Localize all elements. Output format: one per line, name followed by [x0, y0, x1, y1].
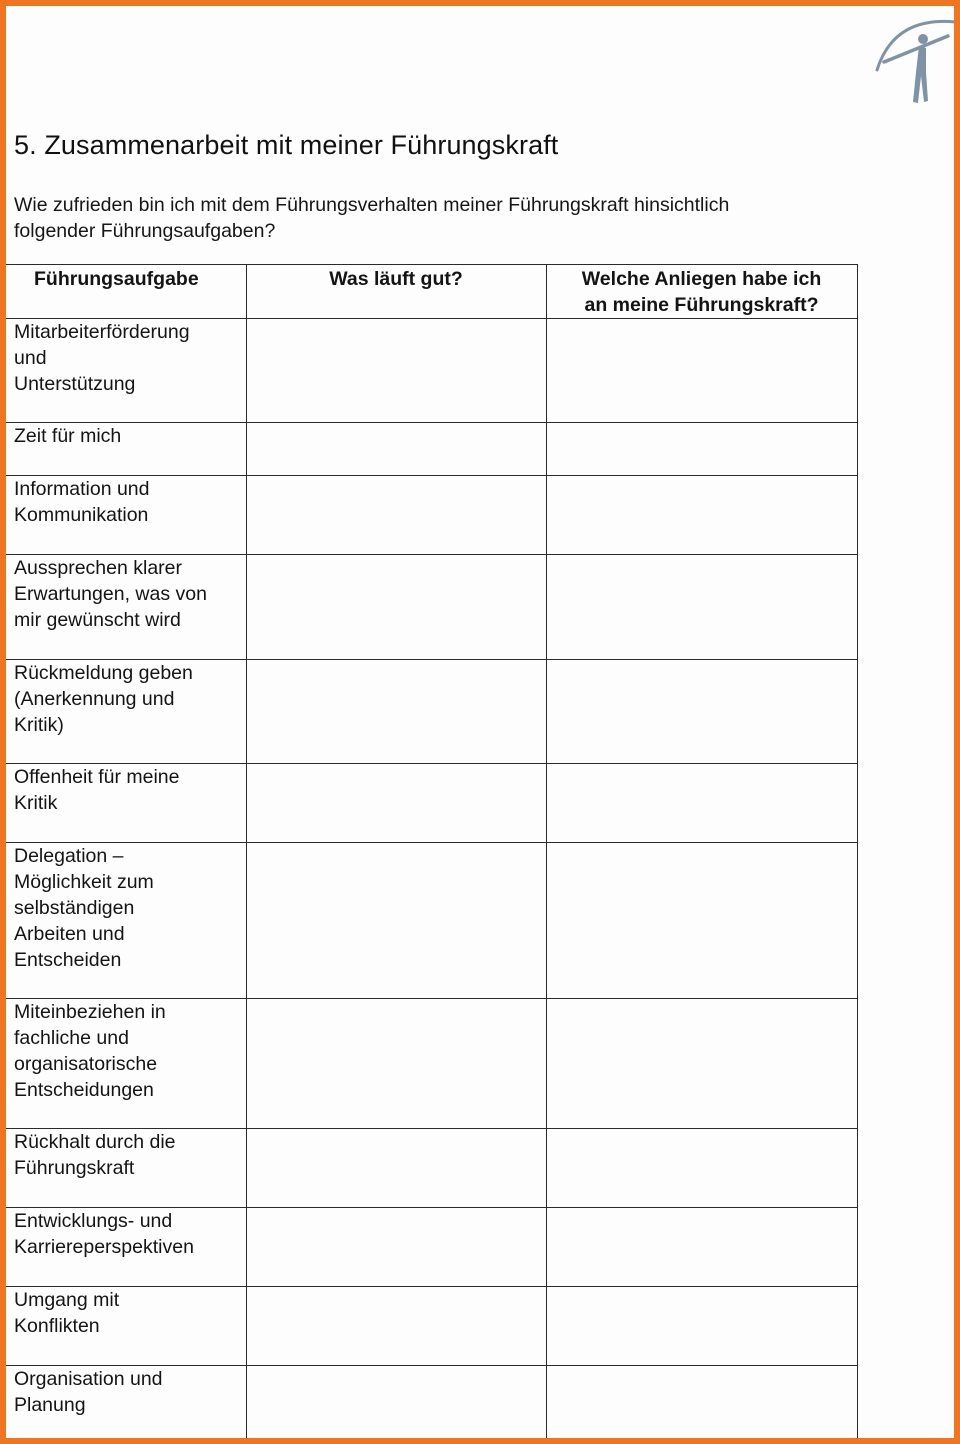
concerns-cell[interactable]	[546, 1208, 857, 1287]
table-row	[6, 1287, 857, 1366]
concerns-cell[interactable]	[546, 1287, 857, 1366]
task-cell: Rückmeldung geben (Anerkennung und Kritik)	[6, 660, 246, 764]
table-row	[6, 423, 857, 476]
column-header-going-well: Was läuft gut?	[246, 265, 546, 319]
going-well-cell[interactable]	[246, 764, 546, 843]
table-row	[6, 1208, 857, 1287]
going-well-cell[interactable]	[246, 999, 546, 1129]
going-well-cell[interactable]	[246, 423, 546, 476]
table-row	[6, 764, 857, 843]
task-cell: Entwicklungs- und Karriereperspektiven	[6, 1208, 246, 1287]
column-header-task: Führungsaufgabe	[6, 265, 246, 319]
going-well-cell[interactable]	[246, 1208, 546, 1287]
concerns-cell[interactable]	[546, 660, 857, 764]
concerns-cell[interactable]	[546, 843, 857, 999]
concerns-cell[interactable]	[546, 764, 857, 843]
concerns-cell[interactable]	[546, 555, 857, 660]
going-well-cell[interactable]	[246, 1287, 546, 1366]
stick-figure-with-arc-icon	[872, 12, 960, 108]
table-row	[6, 476, 857, 555]
task-cell: Umgang mit Konflikten	[6, 1287, 246, 1366]
intro-text	[14, 192, 894, 244]
leadership-tasks-table	[6, 264, 858, 1444]
task-cell: Miteinbeziehen in fachliche und organisatorische Entscheidungen	[6, 999, 246, 1129]
going-well-cell[interactable]	[246, 843, 546, 999]
task-cell: Rückhalt durch die Führungskraft	[6, 1129, 246, 1208]
concerns-cell[interactable]	[546, 319, 857, 423]
table-row	[6, 555, 857, 660]
concerns-cell[interactable]	[546, 1366, 857, 1444]
task-cell: Information und Kommunikation	[6, 476, 246, 555]
table-row	[6, 660, 857, 764]
going-well-cell[interactable]	[246, 319, 546, 423]
table-row	[6, 843, 857, 999]
going-well-cell[interactable]	[246, 1129, 546, 1208]
table-row	[6, 1366, 857, 1444]
task-cell: Aussprechen klarer Erwartungen, was von mir gewünscht wird	[6, 555, 246, 660]
intro-line: folgender Führungsaufgaben?	[14, 220, 276, 242]
task-cell: Delegation – Möglichkeit zum selbständigen Arbeiten und Entscheiden	[6, 843, 246, 999]
table-row	[6, 1129, 857, 1208]
task-cell: Offenheit für meine Kritik	[6, 764, 246, 843]
section-title: 5. Zusammenarbeit mit meiner Führungskraft	[14, 130, 559, 160]
going-well-cell[interactable]	[246, 660, 546, 764]
concerns-cell[interactable]	[546, 423, 857, 476]
table-row	[6, 999, 857, 1129]
column-header-concerns: Welche Anliegen habe ich an meine Führungskraft?	[546, 265, 857, 319]
task-cell: Zeit für mich	[6, 423, 246, 476]
task-cell: Mitarbeiterförderung und Unterstützung	[6, 319, 246, 423]
task-cell: Organisation und Planung	[6, 1366, 246, 1444]
table-row	[6, 319, 857, 423]
concerns-cell[interactable]	[546, 476, 857, 555]
going-well-cell[interactable]	[246, 555, 546, 660]
concerns-cell[interactable]	[546, 1129, 857, 1208]
concerns-cell[interactable]	[546, 999, 857, 1129]
going-well-cell[interactable]	[246, 1366, 546, 1444]
intro-line: Wie zufrieden bin ich mit dem Führungsverhalten meiner Führungskraft hinsichtlich	[14, 194, 730, 216]
going-well-cell[interactable]	[246, 476, 546, 555]
